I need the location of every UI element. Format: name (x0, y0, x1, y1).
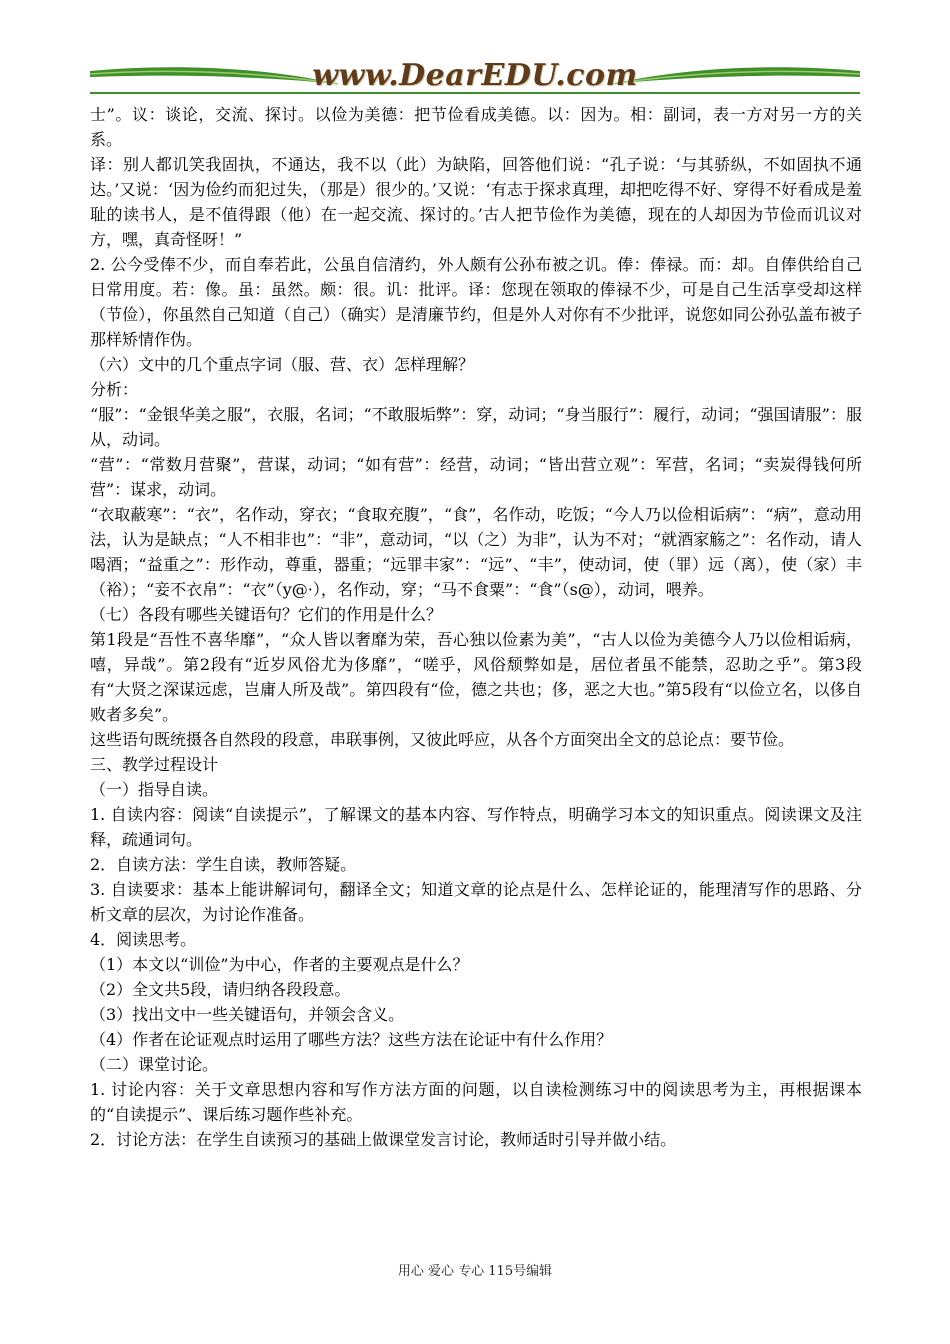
paragraph: “营”：“常数月营聚”，营谋，动词；“如有营”：经营，动词；“皆出营立观”：军营，名词；“卖炭得钱何所营”：谋求，动词。 (90, 455, 862, 499)
paragraph: 这些语句既统摄各自然段的段意，串联事例，又彼此呼应，从各个方面突出全文的总论点：要节俭。 (90, 730, 795, 749)
paragraph: 2. 公今受俸不少，而自奉若此，公虽自信清约，外人颇有公孙布被之讥。俸：俸禄。而：却。自俸供给自己日常用度。若：像。虽：虽然。颇：很。讥：批评。译：您现在领取的俸禄不少，可是自己生活享受却这样（节俭），你虽然自己知道（自己）（确实）是清廉节约，但是外人对你有不少批评，说您如同公孙弘盖布被子那样矫情作伪。 (90, 255, 862, 349)
document-body (90, 102, 862, 1152)
paragraph: 2．讨论方法：在学生自读预习的基础上做课堂发言讨论，教师适时引导并做小结。 (90, 1130, 677, 1149)
paragraph: 4．阅读思考。 (90, 930, 197, 949)
paragraph: “衣取蔽寒”：“衣”，名作动，穿衣；“食取充腹”，“食”，名作动，吃饭；“今人乃以俭相诟病”：“病”，意动用法，认为是缺点；“人不相非也”：“非”，意动词，“以（之）为非”，认为不对；“就酒家觞之”：名作动，请人喝酒；“益重之”：形作动，尊重，器重；“远罪丰家”：“远”、“丰”，使动词，使（罪）远（离），使（家）丰（裕）；“妾不衣帛”：“衣”（y@·），名作动，穿；“马不食粟”：“食”（s@），动词，喂养。 (90, 505, 862, 599)
paragraph: 1. 讨论内容：关于文章思想内容和写作方法方面的问题，以自读检测练习中的阅读思考为主，再根据课本的“自读提示”、课后练习题作些补充。 (90, 1080, 862, 1124)
section-heading: （二）课堂讨论。 (90, 1055, 219, 1074)
site-logo-text: www.DearEDU.com (312, 58, 638, 93)
section-heading: 三、教学过程设计 (90, 755, 219, 774)
list-item: （2）全文共5段，请归纳各段段意。 (90, 980, 351, 999)
paragraph: 译：别人都讥笑我固执，不通达，我不以（此）为缺陷，回答他们说：“孔子说：‘与其骄纵，不如固执不通达。’又说：‘因为俭约而犯过失，（那是）很少的。’又说：‘有志于探求真理，却把吃得不好、穿得不好看成是羞耻的读书人，是不值得跟（他）在一起交流、探讨的。’古人把节俭作为美德，现在的人却因为节俭而讥议对方，嘿，真奇怪呀！” (90, 155, 862, 249)
section-heading: （七）各段有哪些关键语句？它们的作用是什么？ (90, 605, 443, 624)
list-item: （1）本文以“训俭”为中心，作者的主要观点是什么？ (90, 955, 469, 974)
section-heading: （一）指导自读。 (90, 780, 219, 799)
paragraph: 士”。议：谈论，交流、探讨。以俭为美德：把节俭看成美德。以：因为。相：副词，表一方对另一方的关系。 (90, 105, 862, 149)
paragraph: 2．自读方法：学生自读，教师答疑。 (90, 855, 357, 874)
site-banner (88, 54, 862, 98)
paragraph: “服”：“金银华美之服”，衣服，名词；“不敢服垢弊”：穿，动词；“身当服行”：履行，动词；“强国请服”：服从，动词。 (90, 405, 862, 449)
paragraph: 分析： (90, 380, 139, 399)
paragraph: 3. 自读要求：基本上能讲解词句，翻译全文；知道文章的论点是什么、怎样论证的，能理清写作的思路、分析文章的层次，为讨论作准备。 (90, 880, 862, 924)
paragraph: 1. 自读内容：阅读“自读提示”，了解课文的基本内容、写作特点，明确学习本文的知识重点。阅读课文及注释，疏通词句。 (90, 805, 862, 849)
list-item: （3）找出文中一些关键语句，并领会含义。 (90, 1005, 405, 1024)
section-heading: （六）文中的几个重点字词（服、营、衣）怎样理解？ (90, 355, 475, 374)
paragraph: 第1段是“吾性不喜华靡”，“众人皆以奢靡为荣，吾心独以俭素为美”，“古人以俭为美德今人乃以俭相诟病，嘻，异哉”。第2段有“近岁风俗尤为侈靡”，“嗟乎，风俗颓弊如是，居位者虽不能禁，忍助之乎”。第3段有“大贤之深谋远虑，岂庸人所及哉”。第四段有“俭，德之共也；侈，恶之大也。”第5段有“以俭立名，以侈自败者多矣”。 (90, 630, 862, 724)
page-footer: 用心 爱心 专心 115号编辑 (397, 1264, 553, 1279)
list-item: （4）作者在论证观点时运用了哪些方法？这些方法在论证中有什么作用？ (90, 1030, 613, 1049)
